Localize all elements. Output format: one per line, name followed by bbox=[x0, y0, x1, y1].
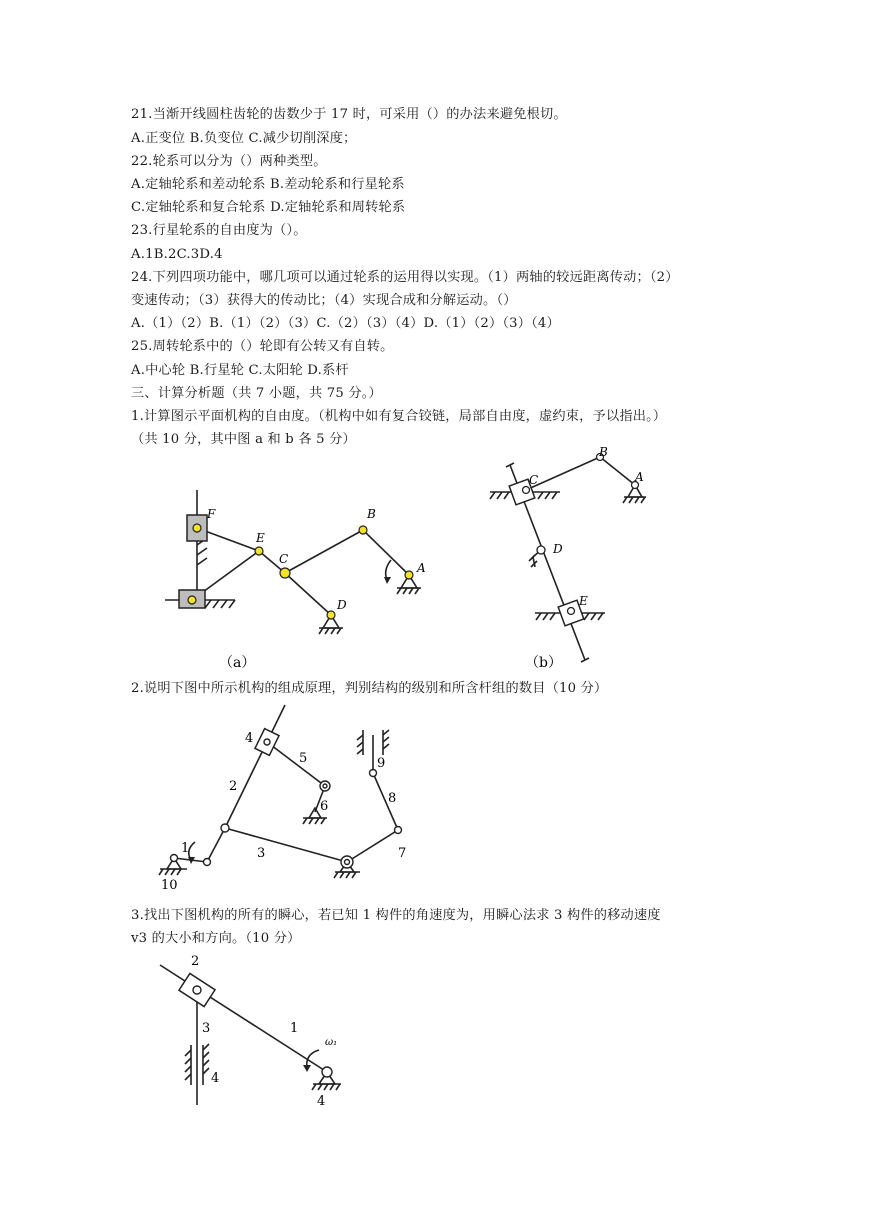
label-E: E bbox=[256, 531, 265, 545]
q24-text-2: 变速传动；（3）获得大的传动比；（4）实现合成和分解运动。（） bbox=[131, 293, 517, 308]
label-F: F bbox=[207, 507, 216, 521]
caption-a: （a） bbox=[219, 655, 256, 671]
label-B: B bbox=[599, 445, 608, 459]
problem-3-text-1: 3.找出下图机构的所有的瞬心，若已知 1 构件的角速度为，用瞬心法求 3 构件的移动速度 bbox=[131, 908, 661, 923]
label-10: 10 bbox=[161, 878, 178, 893]
q21-options: A.正变位 B.负变位 C.减少切削深度； bbox=[131, 131, 357, 146]
mechanism-figure-2 bbox=[155, 700, 435, 895]
label-A: A bbox=[417, 561, 426, 575]
q22-text: 22.轮系可以分为（）两种类型。 bbox=[131, 154, 327, 169]
label-4: 4 bbox=[245, 731, 254, 746]
label-D: D bbox=[337, 598, 347, 612]
label-7: 7 bbox=[398, 846, 407, 861]
label-6: 6 bbox=[320, 799, 329, 814]
problem-1-text-1: 1.计算图示平面机构的自由度。（机构中如有复合铰链，局部自由度，虚约束，予以指出。） bbox=[131, 409, 667, 424]
label-8: 8 bbox=[388, 791, 397, 806]
q24-text-1: 24.下列四项功能中，哪几项可以通过轮系的运用得以实现。（1）两轴的较远距离传动；（2） bbox=[131, 270, 679, 285]
label-2: 2 bbox=[229, 779, 238, 794]
q21-text: 21.当渐开线圆柱齿轮的齿数少于 17 时，可采用（）的办法来避免根切。 bbox=[131, 107, 567, 122]
label-C: C bbox=[279, 552, 289, 566]
mechanism-figure-a bbox=[155, 480, 455, 675]
label-1: 1 bbox=[290, 1021, 299, 1036]
label-3: 3 bbox=[202, 1021, 211, 1036]
section-3-title: 三、计算分析题（共 7 小题，共 75 分。） bbox=[131, 386, 382, 401]
problem-1-text-2: （共 10 分，其中图 a 和 b 各 5 分） bbox=[131, 432, 356, 447]
caption-b: （b） bbox=[525, 655, 562, 671]
label-4-ground: 4 bbox=[317, 1094, 326, 1109]
q22-options-1: A.定轴轮系和差动轮系 B.差动轮系和行星轮系 bbox=[131, 177, 405, 192]
label-A: A bbox=[635, 470, 644, 484]
label-C: C bbox=[529, 473, 539, 487]
q25-options: A.中心轮 B.行星轮 C.太阳轮 D.系杆 bbox=[131, 363, 349, 378]
label-D: D bbox=[553, 542, 563, 556]
problem-3-text-2: v3 的大小和方向。（10 分） bbox=[131, 931, 301, 946]
label-1: 1 bbox=[181, 841, 190, 856]
label-3: 3 bbox=[257, 846, 266, 861]
label-E: E bbox=[579, 594, 588, 608]
label-B: B bbox=[367, 507, 376, 521]
q24-options: A.（1）（2）B.（1）（2）（3）C.（2）（3）（4）D.（1）（2）（3）（4） bbox=[131, 316, 560, 331]
label-4-guide: 4 bbox=[211, 1071, 220, 1086]
mechanism-figure-b bbox=[485, 445, 665, 675]
mechanism-figure-3 bbox=[155, 950, 365, 1110]
label-omega1: ω₁ bbox=[325, 1037, 338, 1048]
q23-options: A.1B.2C.3D.4 bbox=[131, 247, 223, 262]
label-2: 2 bbox=[191, 954, 200, 969]
q22-options-2: C.定轴轮系和复合轮系 D.定轴轮系和周转轮系 bbox=[131, 200, 406, 215]
q23-text: 23.行星轮系的自由度为（）。 bbox=[131, 223, 307, 238]
problem-2-text: 2.说明下图中所示机构的组成原理，判别结构的级别和所含杆组的数目（10 分） bbox=[131, 681, 608, 696]
label-5: 5 bbox=[299, 751, 308, 766]
label-9: 9 bbox=[377, 756, 386, 771]
q25-text: 25.周转轮系中的（）轮即有公转又有自转。 bbox=[131, 339, 394, 354]
